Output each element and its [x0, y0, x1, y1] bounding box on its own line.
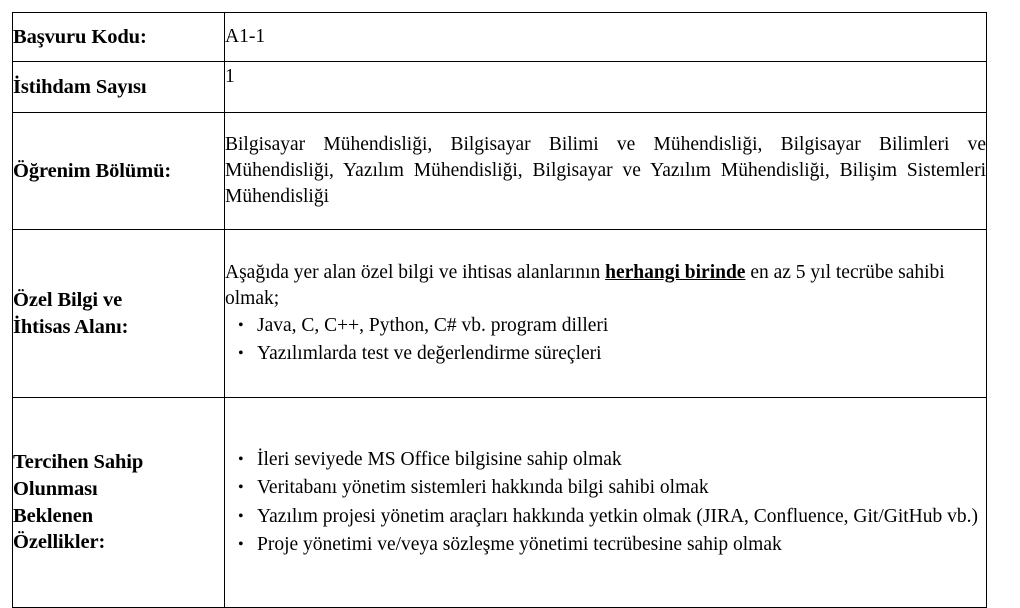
label-line: Beklenen — [13, 504, 94, 527]
bullet-list — [225, 447, 986, 558]
label-line: Özellikler: — [13, 531, 106, 554]
list-item-label: İleri seviyede MS Office bilgisine sahip olmak — [257, 449, 622, 471]
row-label-basvuru-kodu — [13, 13, 225, 62]
row-value-tercihen-sahip-olunmasi-beklenen-ozellikler — [225, 398, 987, 608]
bullet-icon: • — [238, 479, 244, 497]
list-item — [225, 313, 986, 339]
bullet-icon: • — [238, 316, 244, 334]
table-row — [13, 398, 987, 608]
intro-emphasis: herhangi birinde — [605, 261, 746, 283]
intro-paragraph — [225, 260, 986, 312]
intro-after: en az 5 yıl tecrübe sahibi olmak; — [225, 261, 945, 309]
list-item-label: Veritabanı yönetim sistemleri hakkında bilgi sahibi olmak — [257, 477, 709, 499]
table-row — [13, 62, 987, 113]
row-value-basvuru-kodu — [225, 13, 987, 62]
bullet-list — [225, 313, 986, 367]
list-item — [225, 475, 986, 501]
row-value-ogrenim-bolumu — [225, 113, 987, 230]
label-line: İhtisas Alanı: — [13, 315, 129, 338]
bullet-icon: • — [238, 344, 244, 362]
list-item-label: Java, C, C++, Python, C# vb. program dilleri — [257, 314, 609, 336]
label-line: Tercihen Sahip — [13, 451, 144, 474]
bullet-icon: • — [238, 507, 244, 525]
list-item-label: Proje yönetimi ve/veya sözleşme yönetimi tecrübesine sahip olmak — [257, 533, 782, 555]
table-row — [13, 113, 987, 230]
bullet-icon: • — [238, 535, 244, 553]
row-label-istihdam-sayisi — [13, 62, 225, 113]
row-value-ozel-bilgi-ihtisas-alani — [225, 230, 987, 398]
list-item-label: Yazılımlarda test ve değerlendirme süreçleri — [257, 342, 602, 364]
label-line: İstihdam Sayısı — [13, 75, 147, 98]
row-value-istihdam-sayisi — [225, 62, 987, 113]
list-item-label: Yazılım projesi yönetim araçları hakkında yetkin olmak (JIRA, Confluence, Git/GitHub vb.) — [257, 505, 978, 527]
list-item — [225, 341, 986, 367]
label-line: Olunması — [13, 477, 98, 500]
table-body — [13, 13, 987, 608]
list-item — [225, 532, 986, 558]
label-line: Özel Bilgi ve — [13, 288, 123, 311]
value-text: 1 — [225, 66, 235, 87]
label-line: Öğrenim Bölümü: — [13, 159, 172, 182]
value-text: A1-1 — [225, 25, 266, 47]
table-row — [13, 230, 987, 398]
job-specification-table — [12, 12, 987, 608]
row-label-tercihen-sahip-olunmasi-beklenen-ozellikler — [13, 398, 225, 608]
list-item — [225, 504, 986, 530]
value-paragraph: Bilgisayar Mühendisliği, Bilgisayar Bilimi ve Mühendisliği, Bilgisayar Bilimleri ve Mühendisliği, Yazılım Mühendisliği, Bilgisayar ve Yazılım Mühendisliği, Bilişim Sistemleri Mühendisliği — [225, 133, 986, 208]
label-line: Başvuru Kodu: — [13, 25, 147, 48]
row-label-ozel-bilgi-ihtisas-alani — [13, 230, 225, 398]
list-item — [225, 447, 986, 473]
row-label-ogrenim-bolumu — [13, 113, 225, 230]
table-row — [13, 13, 987, 62]
intro-before: Aşağıda yer alan özel bilgi ve ihtisas alanlarının — [225, 261, 606, 283]
bullet-icon: • — [238, 451, 244, 469]
